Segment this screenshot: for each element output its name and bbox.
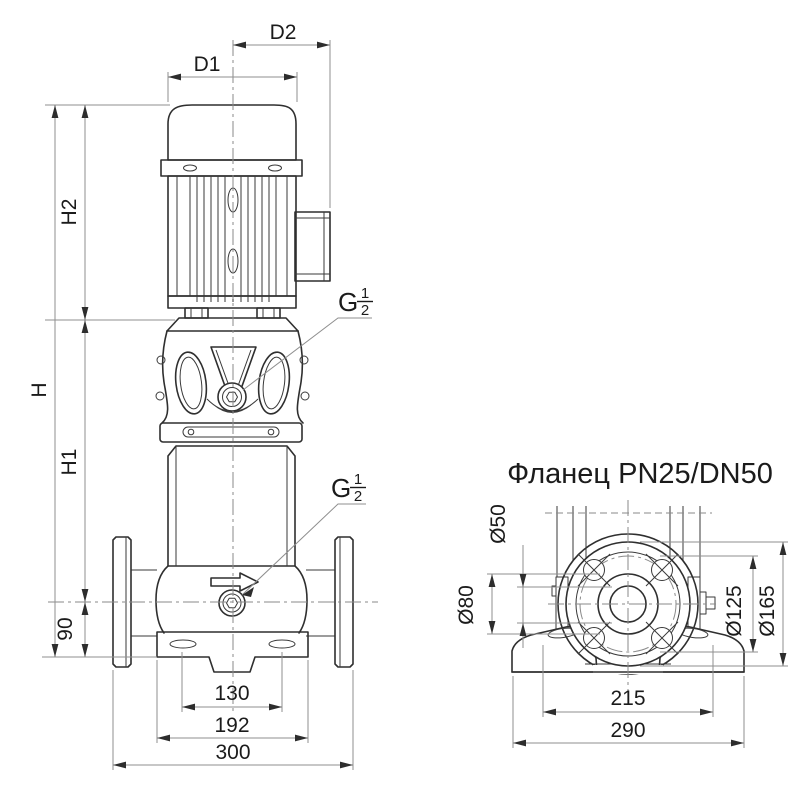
- label-d50: Ø50: [487, 504, 510, 544]
- plate-hole-left: [184, 165, 197, 171]
- label-290: 290: [610, 719, 646, 742]
- left-window: [172, 350, 209, 415]
- stage-plate: [160, 423, 302, 442]
- label-130: 130: [214, 682, 250, 705]
- label-90: 90: [54, 617, 77, 641]
- lug-bolt: [157, 356, 165, 364]
- label-215: 215: [610, 687, 646, 710]
- hub-left: [131, 570, 157, 636]
- label-d125: Ø125: [723, 585, 746, 637]
- plate-screw: [268, 429, 274, 435]
- motor-foot-right: [257, 308, 280, 318]
- label-d2: D2: [269, 21, 297, 44]
- label-192: 192: [214, 714, 250, 737]
- lantern-left-edge: [162, 331, 168, 423]
- thread-numerator: 1: [353, 471, 363, 488]
- lug-bolt: [156, 392, 164, 400]
- terminal-box-body: [295, 212, 330, 281]
- label-h2: H2: [58, 198, 81, 226]
- label-h1: H1: [58, 448, 81, 476]
- extension-lines: [42, 40, 353, 770]
- label-d165: Ø165: [756, 585, 779, 637]
- motor: [161, 105, 302, 318]
- lug-bolt: [301, 392, 309, 400]
- label-300: 300: [215, 741, 251, 764]
- motor-cap: [168, 105, 296, 160]
- thread-letter: G: [338, 287, 359, 317]
- sleeve: [168, 446, 295, 566]
- base-slot-right: [269, 640, 295, 648]
- thread-denominator: 2: [353, 488, 363, 505]
- plate-screw: [188, 429, 194, 435]
- stage-plate-slot: [183, 427, 279, 437]
- motor-foot-left: [185, 308, 208, 318]
- lug-bolt: [300, 356, 308, 364]
- thread-denominator: 2: [360, 302, 370, 319]
- terminal-box-cover-lines: [295, 212, 330, 281]
- motor-bottom-band: [168, 296, 296, 308]
- casing-left: [156, 566, 168, 633]
- right-window: [255, 350, 292, 415]
- flange-view-title: Фланец PN25/DN50: [507, 458, 773, 490]
- thread-letter: G: [331, 473, 352, 503]
- motor-top-plate: [161, 160, 302, 176]
- side-plug-stem: [700, 592, 706, 614]
- label-h: H: [28, 382, 51, 398]
- base-slot-left: [170, 640, 196, 648]
- arrowheads-front: [52, 42, 353, 769]
- casing-right: [295, 566, 307, 633]
- thread-numerator: 1: [360, 285, 370, 302]
- side-plug-head: [706, 597, 715, 609]
- terminal-box: [295, 212, 330, 281]
- plate-hole-right: [269, 165, 282, 171]
- motor-fins: [177, 176, 287, 296]
- sleeve-inner-lines: [176, 446, 287, 566]
- flow-arrow: [211, 573, 258, 591]
- sleeve-outline: [168, 446, 295, 566]
- leader-upper: [243, 318, 372, 390]
- label-d80: Ø80: [455, 585, 478, 625]
- motor-body: [168, 176, 296, 296]
- label-d1: D1: [193, 53, 221, 76]
- hub-right: [306, 570, 335, 636]
